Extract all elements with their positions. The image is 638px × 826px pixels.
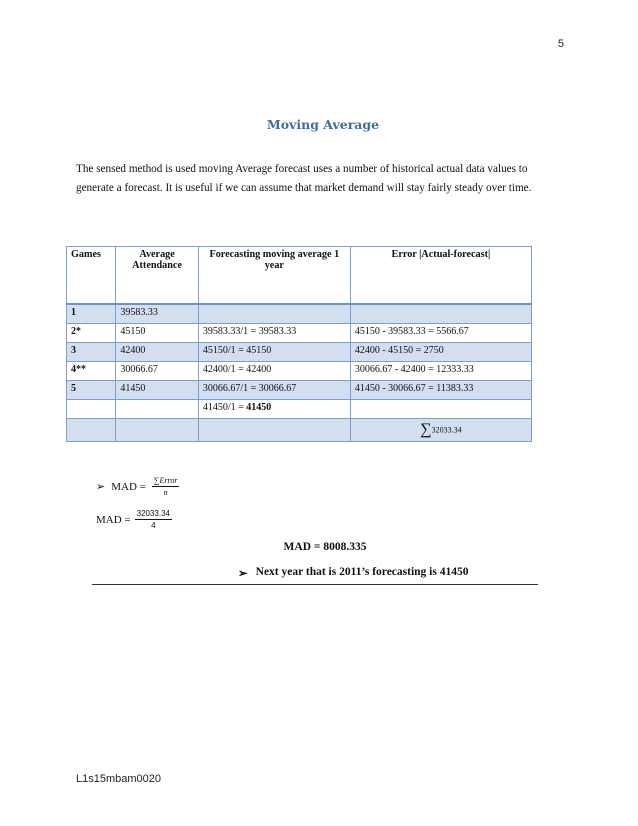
arrow-bullet-icon: ➢ <box>238 568 248 580</box>
mad-substituted-denominator: 4 <box>151 521 156 530</box>
table-row <box>67 343 532 362</box>
conclusion-line <box>238 566 468 580</box>
next-forecast-prefix: 41450/1 = <box>202 402 247 413</box>
horizontal-rule <box>92 584 538 585</box>
mad-label: MAD = <box>96 513 131 526</box>
cell-error: 45150 - 39583.33 = 5566.67 <box>350 324 531 343</box>
moving-average-table <box>66 246 532 442</box>
cell-attendance: 45150 <box>116 324 199 343</box>
cell-attendance: 39583.33 <box>116 304 199 324</box>
page-number: 5 <box>557 38 564 50</box>
cell-attendance: 41450 <box>116 381 199 400</box>
footer-id: L1s15mbam0020 <box>76 773 162 785</box>
mad-label: MAD = <box>111 480 146 493</box>
table-row-sum <box>67 419 532 442</box>
cell-forecast <box>198 304 350 324</box>
header-average-attendance: Average Attendance <box>116 247 199 305</box>
intro-paragraph: The sensed method is used moving Average forecast uses a number of historical actual data values to generate a forecast. It is useful if we can assume that market demand will stay fairly steady over time. <box>76 163 532 194</box>
cell-error: 42400 - 45150 = 2750 <box>350 343 531 362</box>
cell-forecast: 39583.33/1 = 39583.33 <box>198 324 350 343</box>
cell-error-sum <box>350 419 531 442</box>
header-games: Games <box>67 247 116 305</box>
mad-substituted-formula <box>96 508 172 531</box>
cell-next-forecast <box>198 400 350 419</box>
cell-empty <box>350 400 531 419</box>
cell-error <box>350 304 531 324</box>
cell-empty <box>116 419 199 442</box>
table-header-row <box>67 247 532 305</box>
cell-error: 30066.67 - 42400 = 12333.33 <box>350 362 531 381</box>
cell-error: 41450 - 30066.67 = 11383.33 <box>350 381 531 400</box>
cell-forecast: 45150/1 = 45150 <box>198 343 350 362</box>
cell-game: 2* <box>67 324 116 343</box>
mad-result: MAD = 8008.335 <box>283 541 367 553</box>
table-row-next-forecast <box>67 400 532 419</box>
table-row <box>67 324 532 343</box>
mad-substituted-fraction <box>135 508 172 531</box>
mad-formula <box>96 475 179 498</box>
sum-value: 32033.34 <box>431 425 462 435</box>
cell-game: 1 <box>67 304 116 324</box>
table-row <box>67 381 532 400</box>
cell-forecast: 42400/1 = 42400 <box>198 362 350 381</box>
cell-forecast: 30066.67/1 = 30066.67 <box>198 381 350 400</box>
header-forecasting: Forecasting moving average 1 year <box>198 247 350 305</box>
mad-fraction <box>152 475 180 498</box>
mad-numerator: ∑Error <box>153 476 178 485</box>
cell-empty <box>198 419 350 442</box>
header-error: Error |Actual-forecast| <box>350 247 531 305</box>
cell-empty <box>67 400 116 419</box>
cell-game: 5 <box>67 381 116 400</box>
mad-denominator: n <box>163 488 168 497</box>
cell-game: 4** <box>67 362 116 381</box>
cell-game: 3 <box>67 343 116 362</box>
mad-substituted-numerator: 32033.34 <box>136 509 170 518</box>
cell-empty <box>67 419 116 442</box>
table-row <box>67 304 532 324</box>
sum-symbol: ∑ <box>420 421 432 438</box>
conclusion-text: Next year that is 2011’s forecasting is 41450 <box>255 566 469 578</box>
arrow-bullet-icon: ➢ <box>96 481 106 493</box>
cell-empty <box>116 400 199 419</box>
cell-attendance: 42400 <box>116 343 199 362</box>
next-forecast-value: 41450 <box>246 402 272 413</box>
cell-attendance: 30066.67 <box>116 362 199 381</box>
section-heading: Moving Average <box>266 117 380 132</box>
table-row <box>67 362 532 381</box>
